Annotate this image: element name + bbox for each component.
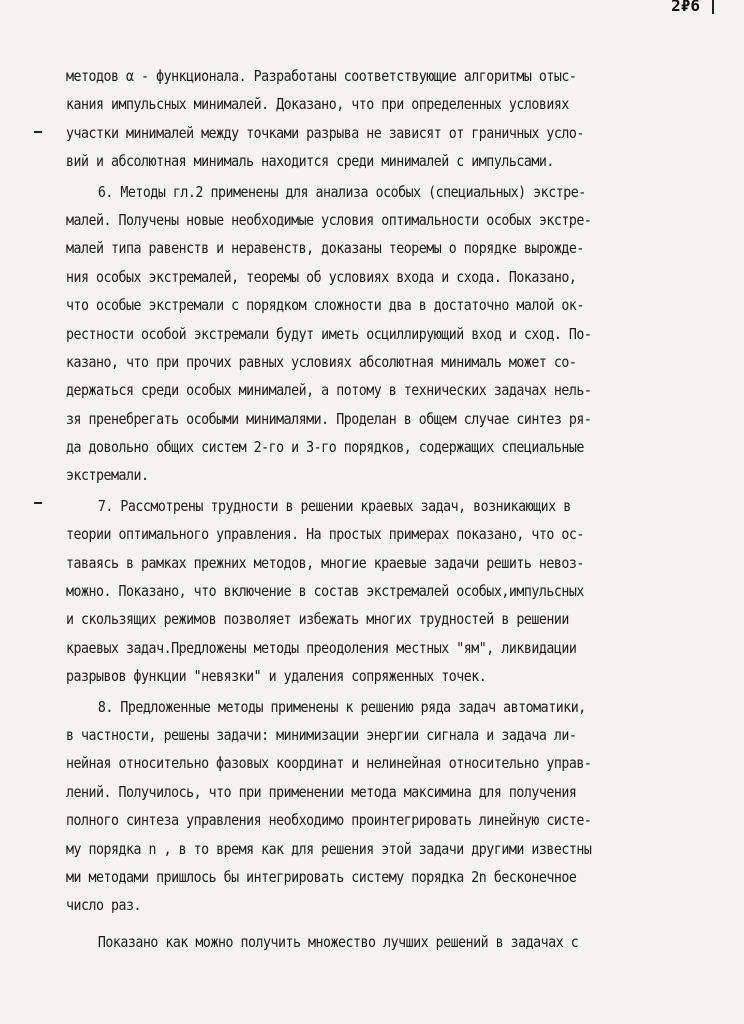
text-line: му порядка n , в то время как для решения этой задачи другими известны [66, 839, 592, 858]
text-line: и скользящих режимов позволяет избежать многих трудностей в решении [66, 610, 569, 629]
text-line: экстремали. [66, 466, 149, 485]
paragraph [66, 62, 686, 176]
text-line: число раз. [66, 896, 142, 915]
text-line: вий и абсолютная минималь находится среди минималей с импульсами. [66, 152, 554, 171]
edge-mark [712, 0, 714, 14]
text-line: рестности особой экстремали будут иметь осциллирующий вход и сход. По- [66, 324, 592, 343]
paragraph [66, 693, 686, 920]
text-line: зя пренебрегать особыми минималями. Проделан в общем случае синтез ря- [66, 409, 592, 428]
text-line: ния особых экстремалей, теоремы об условиях входа и схода. Показано, [66, 267, 577, 286]
text-line: ми методами пришлось бы интегрировать систему порядка 2n бесконечное [66, 867, 577, 886]
text-line: 8. Предложенные методы применены к решению ряда задач автоматики, [97, 697, 586, 716]
text-line: 6. Методы гл.2 применены для анализа особых (специальных) экстре- [97, 182, 586, 201]
text-line: таваясь в рамках прежних методов, многие краевые задачи решить невоз- [66, 553, 584, 572]
text-line: Показано как можно получить множество лучших решений в задачах с [97, 932, 579, 951]
text-line: да довольно общих систем 2-го и 3-го порядков, содержащих специальные [66, 438, 584, 457]
text-line: краевых задач.Предложены методы преодоления местных "ям", ликвидации [66, 638, 577, 657]
text-line: можно. Показано, что включение в состав экстремалей особых,импульсных [66, 582, 584, 601]
document-body [66, 62, 686, 956]
text-line: нейная относительно фазовых координат и нелинейная относительно управ- [66, 754, 592, 773]
text-line: держаться среди особых минималей, а потому в технических задачах нель- [66, 381, 592, 400]
text-line: что особые экстремали с порядком сложности два в достаточно малой ок- [66, 296, 584, 315]
paragraph [66, 928, 686, 956]
margin-mark [34, 131, 42, 133]
text-line: методов α - функционала. Разработаны соответствующие алгоритмы отыс- [66, 67, 577, 85]
text-line: разрывов функции "невязки" и удаления сопряженных точек. [66, 667, 487, 686]
text-line: 7. Рассмотрены трудности в решении краевых задач, возникающих в [97, 496, 571, 515]
text-line: теории оптимального управления. На простых примерах показано, что ос- [66, 525, 584, 544]
paragraph [66, 492, 686, 691]
text-line: в частности, решены задачи: минимизации энергии сигнала и задача ли- [66, 725, 577, 744]
text-line: лений. Получилось, что при применении метода максимина для получения [66, 782, 577, 801]
text-line: малей типа равенств и неравенств, доказаны теоремы о порядке вырожде- [66, 239, 584, 258]
text-line: полного синтеза управления необходимо проинтегрировать линейную систе- [66, 811, 592, 830]
text-line: участки минималей между точками разрыва не зависят от граничных усло- [66, 123, 584, 142]
page-number: 2₽6 [671, 0, 700, 15]
paragraph [66, 178, 686, 490]
margin-mark [34, 502, 42, 504]
text-line: казано, что при прочих равных условиях абсолютная минималь может со- [66, 352, 577, 371]
text-line: кания импульсных минималей. Доказано, что при определенных условиях [66, 95, 569, 114]
text-line: малей. Получены новые необходимые условия оптимальности особых экстре- [66, 210, 592, 229]
